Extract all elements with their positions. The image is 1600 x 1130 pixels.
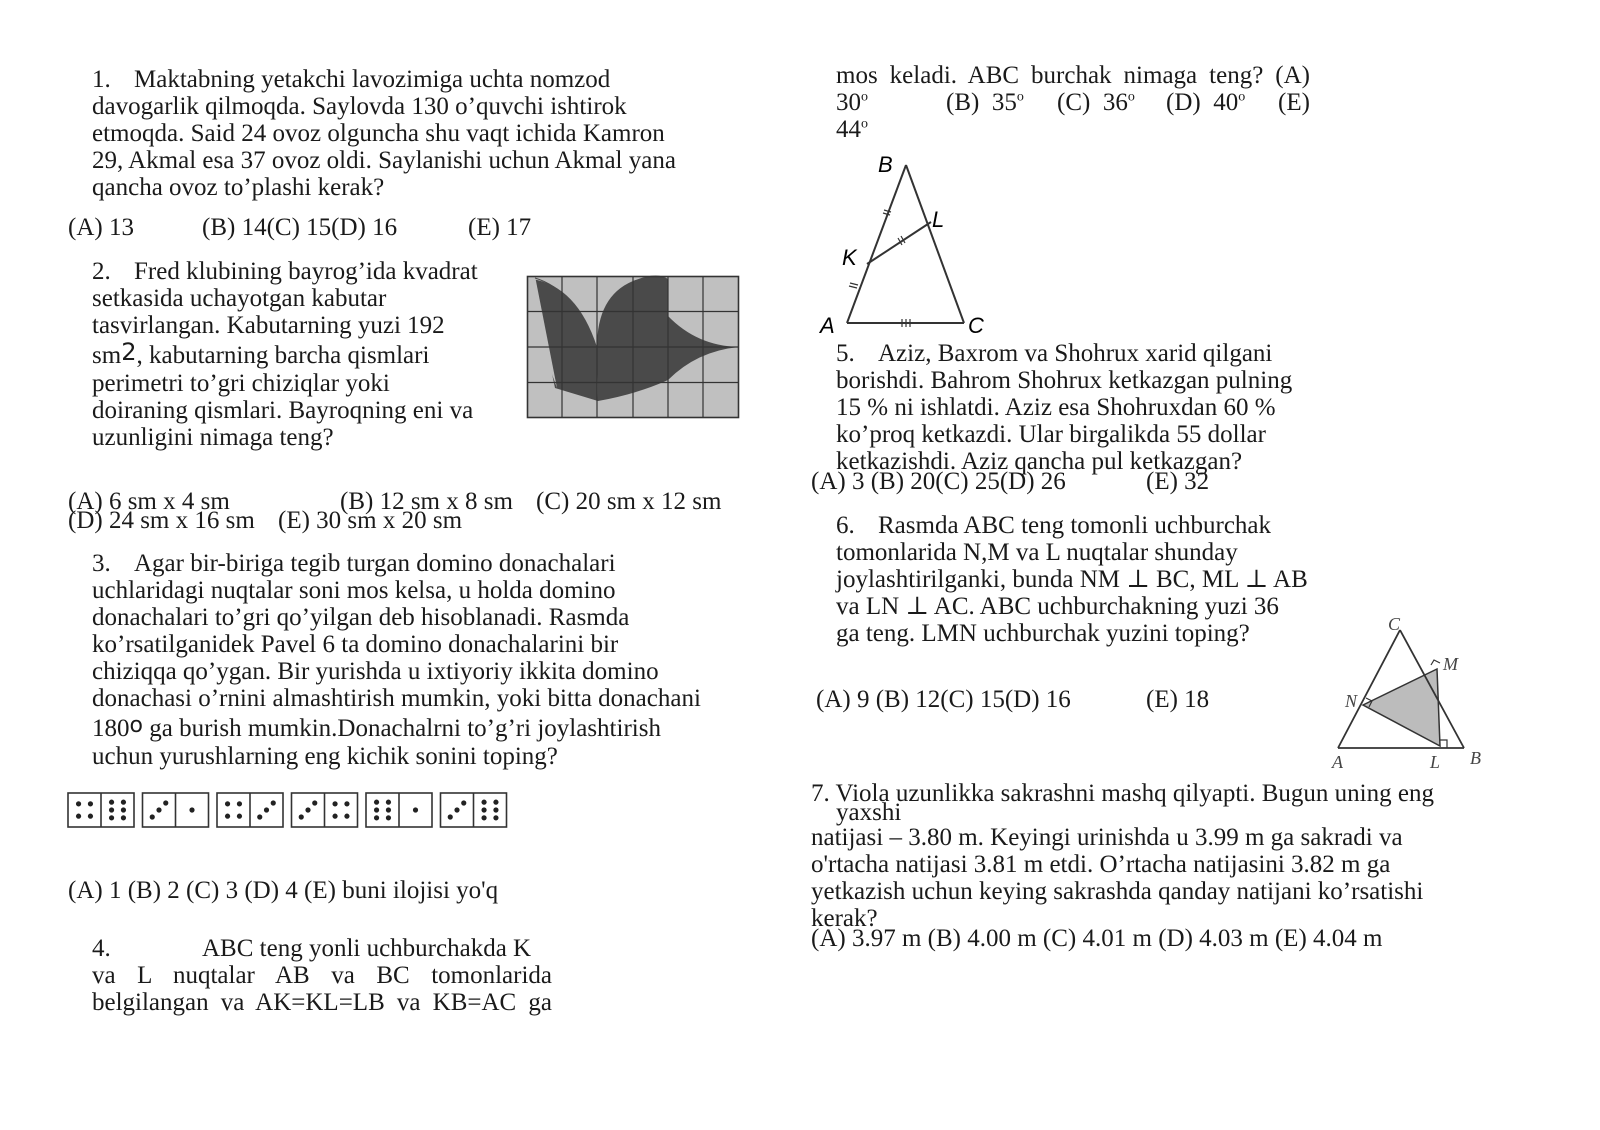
domino-tile bbox=[441, 793, 507, 827]
q3-line-3: donachalari to’gri qo’yilgan deb hisoblanadi. Rasmda bbox=[92, 604, 630, 631]
q1-option-e: (E) 17 bbox=[468, 214, 532, 241]
domino-pip bbox=[448, 814, 453, 819]
domino-pip bbox=[386, 815, 391, 820]
domino-pip bbox=[121, 815, 126, 820]
q5-options-abcd: (A) 3 (B) 20(C) 25(D) 26 bbox=[811, 468, 1066, 495]
q7-line-4: yetkazish uchun keying sakrashda qanday natijani ko’rsatishi bbox=[811, 878, 1424, 905]
q5-line-4: ko’proq ketkazdi. Ular birgalikda 55 dollar bbox=[836, 421, 1266, 448]
q5-option-e: (E) 32 bbox=[1146, 468, 1210, 495]
q5-line-2: borishdi. Bahrom Shohrux ketkazgan pulning bbox=[836, 367, 1293, 394]
domino-pip bbox=[332, 801, 337, 806]
q3-line-6: donachasi o’rnini almashtirish mumkin, yoki bitta donachani bbox=[92, 685, 701, 712]
q2-line-5: perimetri to’gri chiziqlar yoki bbox=[92, 370, 390, 397]
q5-line-5: ketkazishdi. Aziz qancha pul ketkazgan? bbox=[836, 448, 1243, 475]
domino-tile bbox=[68, 793, 134, 827]
q4-line-1: 4. ABC teng yonli uchburchakda K bbox=[92, 935, 532, 962]
q6-label-n: N bbox=[1345, 691, 1358, 711]
domino-pip bbox=[121, 800, 126, 805]
q4-side-bc bbox=[906, 165, 964, 323]
domino-tile bbox=[292, 793, 358, 827]
q2-flag-figure bbox=[527, 276, 739, 419]
domino-pip bbox=[76, 814, 81, 819]
domino-tile bbox=[366, 793, 432, 827]
q3-options: (A) 1 (B) 2 (C) 3 (D) 4 (E) buni ilojisi yo'q bbox=[68, 877, 499, 904]
q6-option-e: (E) 18 bbox=[1146, 686, 1210, 713]
domino-pip bbox=[312, 800, 317, 805]
q4-label-l: L bbox=[932, 207, 945, 232]
q3-line-5: chiziqqa qo’ygan. Bir yurishda u ixtiyoriy ikkita domino bbox=[92, 658, 659, 685]
q4-line-2: va L nuqtalar AB va BC tomonlarida bbox=[92, 962, 552, 989]
q2-line-2: setkasida uchayotgan kabutar bbox=[92, 285, 387, 312]
q4-option-c: (C) 36$^o$ bbox=[1057, 89, 1135, 116]
domino-pip bbox=[225, 814, 230, 819]
q1-option-a: (A) 13 bbox=[68, 214, 134, 241]
q4-cont-line-1: mos keladi. ABC burchak nimaga teng? (A) bbox=[836, 62, 1310, 89]
q4-option-d: (D) 40$^o$ bbox=[1166, 89, 1246, 116]
q7-line-5: kerak? bbox=[811, 905, 878, 932]
q1-line-2: davogarlik qilmoqda. Saylovda 130 o’quvchi ishtirok bbox=[92, 93, 627, 120]
domino-pip bbox=[88, 801, 93, 806]
q6-options-abcd: (A) 9 (B) 12(C) 15(D) 16 bbox=[816, 686, 1071, 713]
q7-line-2: natijasi – 3.80 m. Keyingi urinishda u 3.99 m ga sakradi va bbox=[811, 824, 1403, 851]
q6-label-b: B bbox=[1470, 748, 1481, 768]
q5-line-1: 5. Aziz, Baxrom va Shohrux xarid qilgani bbox=[836, 340, 1273, 367]
q6-label-a: A bbox=[1332, 752, 1343, 772]
q2-option-e: (E) 30 sm x 20 sm bbox=[278, 507, 463, 534]
q4-cont-line-2: 30$^o$ bbox=[836, 89, 868, 116]
q2-option-b: (B) 12 sm x 8 sm bbox=[340, 488, 513, 515]
q6-line-1: 6. Rasmda ABC teng tomonli uchburchak bbox=[836, 512, 1272, 539]
q2-line-7: uzunligini nimaga teng? bbox=[92, 424, 334, 451]
q7-options: (A) 3.97 m (B) 4.00 m (C) 4.01 m (D) 4.03 m (E) 4.04 m bbox=[811, 925, 1383, 952]
q3-degree: o bbox=[129, 713, 143, 738]
q2-option-a: (A) 6 sm x 4 sm bbox=[68, 488, 230, 515]
q6-triangle-figure bbox=[1330, 614, 1520, 778]
domino-pip bbox=[413, 807, 418, 812]
domino-pip bbox=[493, 815, 498, 820]
domino-pip bbox=[332, 814, 337, 819]
q1-line-5: qancha ovoz to’plashi kerak? bbox=[92, 174, 385, 201]
domino-pip bbox=[271, 800, 276, 805]
q4-label-c: C bbox=[968, 313, 984, 338]
q4-option-e: (E) bbox=[1278, 89, 1310, 116]
q7-line-1: 7. Viola uzunlikka sakrashni mashq qilyapti. Bugun uning eng bbox=[811, 780, 1434, 807]
q2-number: 2. bbox=[92, 258, 111, 285]
q4-label-b: B bbox=[878, 152, 893, 177]
domino-pip bbox=[386, 800, 391, 805]
q5-line-3: 15 % ni ishlatdi. Aziz esa Shohruxdan 60 % bbox=[836, 394, 1276, 421]
domino-pip bbox=[163, 800, 168, 805]
domino-pip bbox=[109, 815, 114, 820]
q6-triangle-lmn bbox=[1363, 669, 1440, 746]
domino-pip bbox=[237, 801, 242, 806]
q3-number: 3. bbox=[92, 550, 111, 577]
q3-line-7: 180o ga burish mumkin.Donachalrni to’g’ri joylashtirish bbox=[92, 713, 661, 742]
domino-tile bbox=[143, 793, 209, 827]
q6-line-4: va LN ⊥ AC. ABC uchburchakning yuzi 36 bbox=[836, 593, 1279, 620]
domino-pip bbox=[121, 807, 126, 812]
q1-number: 1. bbox=[92, 66, 111, 93]
domino-pip bbox=[109, 807, 114, 812]
q3-line-8: uchun yurushlarning eng kichik sonini toping? bbox=[92, 743, 558, 770]
q2-line-6: doiraning qismlari. Bayroqning eni va bbox=[92, 397, 474, 424]
domino-pip bbox=[109, 800, 114, 805]
domino-pip bbox=[305, 807, 310, 812]
q4-line-3: belgilangan va AK=KL=LB va KB=AC ga bbox=[92, 989, 552, 1016]
domino-pip bbox=[237, 814, 242, 819]
q2-line-1: 2. Fred klubining bayrog’ida kvadrat bbox=[92, 258, 478, 285]
domino-pip bbox=[150, 814, 155, 819]
domino-pip bbox=[88, 814, 93, 819]
q4-label-k: K bbox=[842, 245, 857, 270]
domino-pip bbox=[481, 800, 486, 805]
q2-option-d: (D) 24 sm x 16 sm bbox=[68, 507, 255, 534]
domino-pip bbox=[264, 807, 269, 812]
domino-pip bbox=[344, 801, 349, 806]
domino-pip bbox=[374, 807, 379, 812]
domino-tile bbox=[217, 793, 283, 827]
q1-line-4: 29, Akmal esa 37 ovoz oldi. Saylanishi uchun Akmal yana bbox=[92, 147, 676, 174]
q3-line-4: ko’rsatilganidek Pavel 6 ta domino donachalarini bir bbox=[92, 631, 619, 658]
q3-dominoes-figure bbox=[67, 792, 507, 828]
domino-pip bbox=[481, 807, 486, 812]
q7-line-1b: yaxshi bbox=[836, 799, 902, 826]
domino-pip bbox=[454, 807, 459, 812]
q2-option-c: (C) 20 sm x 12 sm bbox=[536, 488, 722, 515]
q7-line-3: o'rtacha natijasi 3.81 m etdi. O’rtacha natijasini 3.82 m ga bbox=[811, 851, 1391, 878]
q3-line-1: 3. Agar bir-biriga tegib turgan domino donachalari bbox=[92, 550, 616, 577]
q1-line-1: 1. Maktabning yetakchi lavozimiga uchta nomzod bbox=[92, 66, 611, 93]
domino-pip bbox=[257, 814, 262, 819]
q4-option-e-value: 44$^o$ bbox=[836, 116, 868, 143]
q1-line-3: etmoqda. Said 24 ovoz olguncha shu vaqt ichida Kamron bbox=[92, 120, 665, 147]
q4-label-a: A bbox=[820, 313, 835, 338]
q6-number: 6. bbox=[836, 512, 855, 539]
domino-pip bbox=[344, 814, 349, 819]
domino-pip bbox=[461, 800, 466, 805]
domino-pip bbox=[386, 807, 391, 812]
domino-pip bbox=[225, 801, 230, 806]
q5-number: 5. bbox=[836, 340, 855, 367]
domino-pip bbox=[299, 814, 304, 819]
domino-pip bbox=[374, 815, 379, 820]
q3-line-2: uchlaridagi nuqtalar soni mos kelsa, u holda domino bbox=[92, 577, 616, 604]
q2-line-4: sm2, kabutarning barcha qismlari bbox=[92, 338, 430, 369]
q1-options-bcd: (B) 14(C) 15(D) 16 bbox=[202, 214, 398, 241]
q6-side-ac bbox=[1338, 630, 1400, 748]
domino-pip bbox=[156, 807, 161, 812]
q6-label-c: C bbox=[1388, 614, 1401, 634]
q4-number: 4. bbox=[92, 935, 111, 962]
domino-pip bbox=[493, 807, 498, 812]
q4-triangle-figure bbox=[820, 150, 1010, 345]
q6-label-m: M bbox=[1443, 654, 1458, 674]
q6-label-l: L bbox=[1430, 752, 1441, 772]
domino-pip bbox=[493, 800, 498, 805]
domino-pip bbox=[481, 815, 486, 820]
domino-pip bbox=[374, 800, 379, 805]
q6-line-2: tomonlarida N,M va L nuqtalar shunday bbox=[836, 539, 1238, 566]
q6-line-3: joylashtirilganki, bunda NM ⊥ BC, ML ⊥ AB bbox=[836, 566, 1308, 593]
q4-option-b: (B) 35$^o$ bbox=[946, 89, 1024, 116]
domino-pip bbox=[189, 807, 194, 812]
domino-pip bbox=[76, 801, 81, 806]
q2-superscript: 2 bbox=[121, 338, 137, 366]
q6-line-5: ga teng. LMN uchburchak yuzini toping? bbox=[836, 620, 1250, 647]
q2-line-3: tasvirlangan. Kabutarning yuzi 192 bbox=[92, 312, 445, 339]
